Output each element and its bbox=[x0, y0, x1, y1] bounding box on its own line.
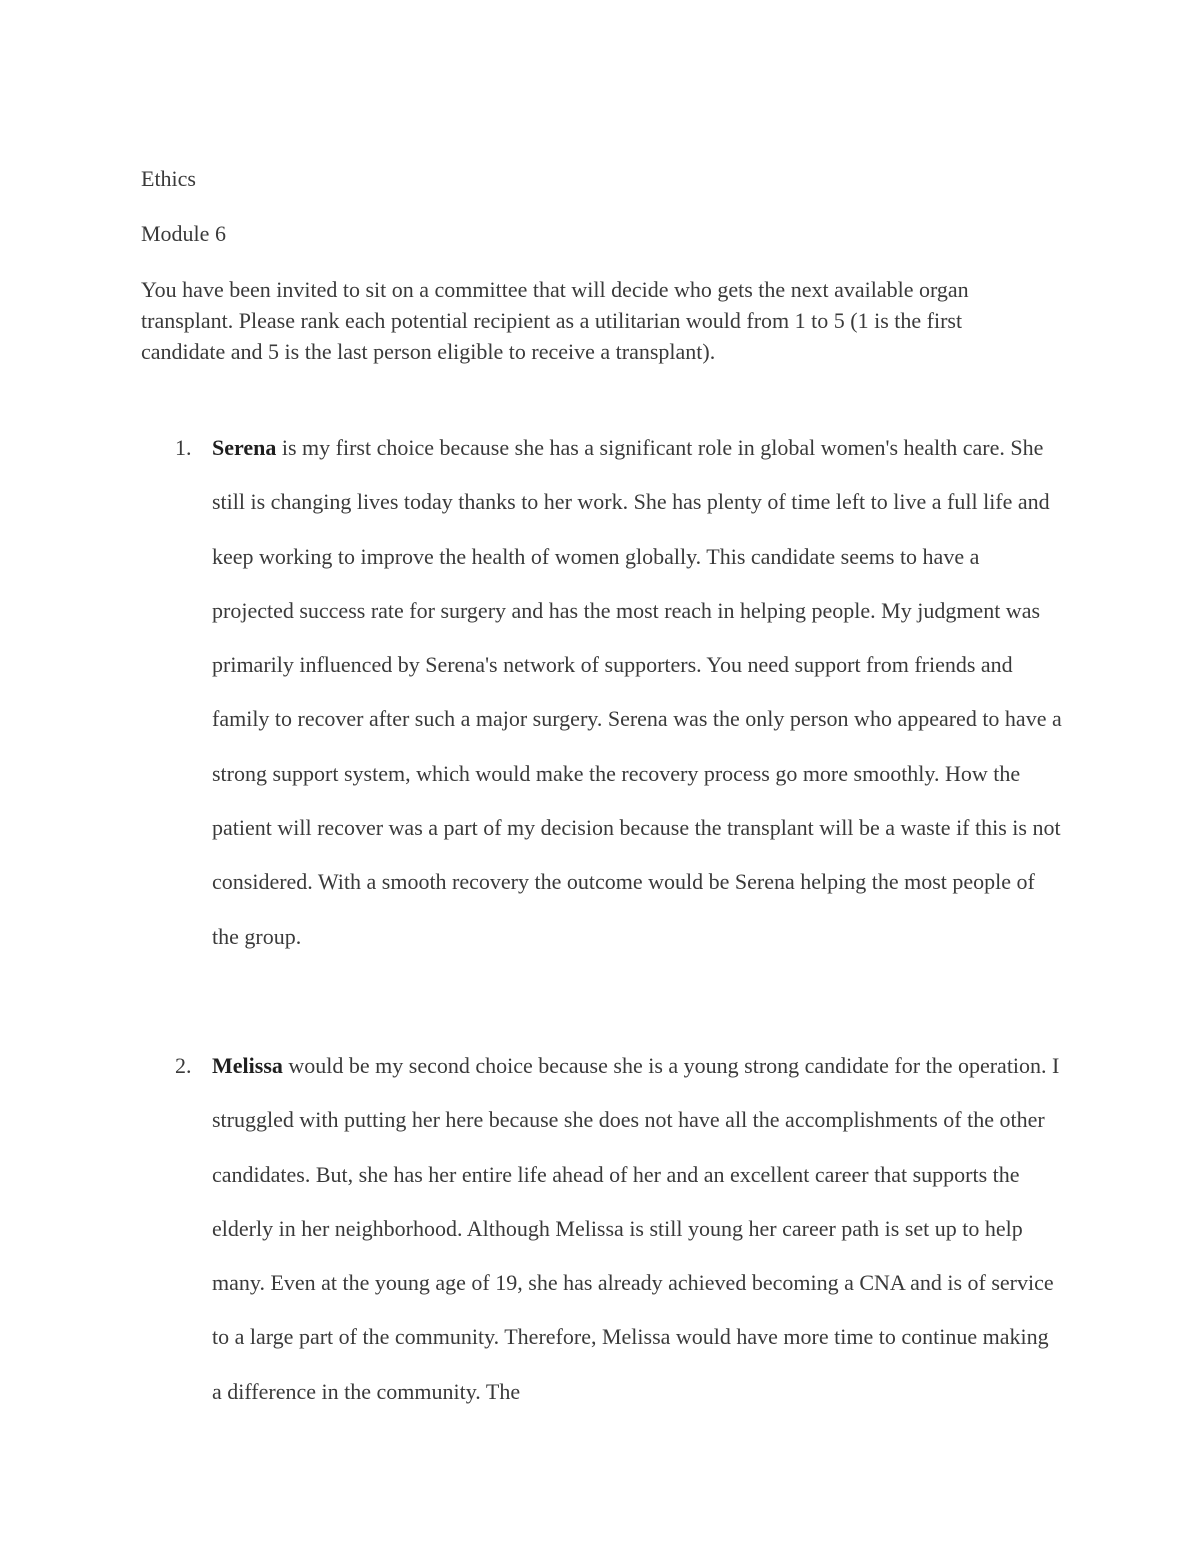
list-item-number: 1. bbox=[175, 435, 192, 460]
list-item-number: 2. bbox=[175, 1053, 192, 1078]
list-item-text bbox=[212, 1039, 1062, 1419]
module-heading: Module 6 bbox=[141, 221, 226, 246]
candidate-rationale: is my first choice because she has a significant role in global women's health care. She still is changing lives today thanks to her work. She has plenty of time left to live a full life and keep working to improve the health of women globally. This candidate seems to have a projected success rate for surgery and has the most reach in helping people. My judgment was primarily influenced by Serena's network of supporters. You need support from friends and family to recover after such a major surgery. Serena was the only person who appeared to have a strong support system, which would make the recovery process go more smoothly. How the patient will recover was a part of my decision because the transplant will be a waste if this is not considered. With a smooth recovery the outcome would be Serena helping the most people of the group. bbox=[212, 435, 1062, 949]
candidate-name: Serena bbox=[212, 435, 277, 460]
document-title: Ethics bbox=[141, 166, 196, 191]
list-item-text bbox=[212, 421, 1062, 964]
assignment-prompt: You have been invited to sit on a committee that will decide who gets the next available organ transplant. Please rank each potential recipient as a utilitarian would from 1 to 5 (1 is the first candidate and 5 is the last person eligible to receive a transplant). bbox=[141, 277, 969, 364]
candidate-name: Melissa bbox=[212, 1053, 283, 1078]
candidate-rationale: would be my second choice because she is a young strong candidate for the operation. I struggled with putting her here because she does not have all the accomplishments of the other candidates. But, she has her entire life ahead of her and an excellent career that supports the elderly in her neighborhood. Although Melissa is still young her career path is set up to help many. Even at the young age of 19, she has already achieved becoming a CNA and is of service to a large part of the community. Therefore, Melissa would have more time to continue making a difference in the community. The bbox=[212, 1053, 1060, 1404]
